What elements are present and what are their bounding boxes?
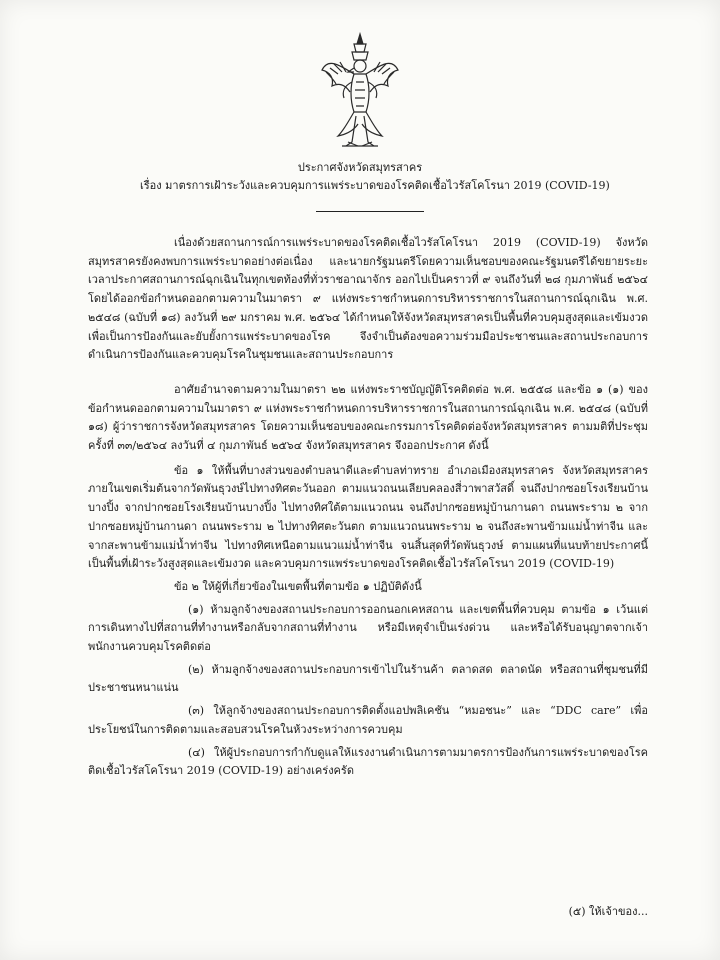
document-subject: เรื่อง มาตรการเฝ้าระวังและควบคุมการแพร่ระบาดของโรคติดเชื้อไวรัสโคโรนา 2019 (COVID-19) <box>140 179 610 192</box>
clause-2: ข้อ ๒ ให้ผู้ที่เกี่ยวข้องในเขตพื้นที่ตามข้อ ๑ ปฏิบัติดังนี้ <box>174 579 422 593</box>
clause-2-item-3: (๓) ให้ลูกจ้างของสถานประกอบการติดตั้งแอปพลิเคชัน “หมอชนะ” และ “DDC care” เพื่อประโยชน์ในการติดตามและสอบสวนโรคในห้วงระหว่างการควบคุม <box>88 704 648 736</box>
garuda-emblem-icon <box>318 30 402 152</box>
document-body <box>88 234 648 785</box>
document-title: ประกาศจังหวัดสมุทรสาคร <box>297 161 423 174</box>
title-underline <box>316 211 424 212</box>
clause-1: ข้อ ๑ ให้พื้นที่บางส่วนของตำบลนาดีและตำบลท่าทราย อำเภอเมืองสมุทรสาคร จังหวัดสมุทรสาคร ภายในเขตเริ่มต้นจากวัดพันธุวงษ์ไปทางทิศตะวันออก ตามแนวถนนเลียบคลองสี่วาพาสวัสดิ์ จนถึงปากซอยโรงเรียนบ้านบางปิ้ง จากปากซอยโรงเรียนบ้านบางปิ้ง ไปทางทิศใต้ตามแนวถนน จนถึงปากซอยหมู่บ้านกานดา ถนนพระราม ๒ จากปากซอยหมู่บ้านกานดา ถนนพระราม ๒ ไปทางทิศตะวันตก ตามแนวถนนพระราม ๒ จนถึงสะพานข้ามแม่น้ำท่าจีน และจากสะพานข้ามแม่น้ำท่าจีน ไปทางทิศเหนือตามแนวแม่น้ำท่าจีน จนสิ้นสุดที่วัดพันธุวงษ์ ตามแผนที่แนบท้ายประกาศนี้ เป็นพื้นที่เฝ้าระวังสูงสุดและเข้มงวด และควบคุมการแพร่ระบาดของโรคติดเชื้อไวรัสโคโรนา 2019 (COVID-19) <box>88 463 648 571</box>
paragraph-authority: อาศัยอำนาจตามความในมาตรา ๒๒ แห่งพระราชบัญญัติโรคติดต่อ พ.ศ. ๒๕๕๘ และข้อ ๑ (๑) ของข้อกำหนดออกตามความในมาตรา ๙ แห่งพระราชกำหนดการบริหารราชการในสถานการณ์ฉุกเฉิน พ.ศ. ๒๕๔๘ (ฉบับที่ ๑๘) ผู้ว่าราชการจังหวัดสมุทรสาคร โดยความเห็นชอบของคณะกรรมการโรคติดต่อจังหวัดสมุทรสาคร ตามมติที่ประชุม ครั้งที่ ๓๓/๒๕๖๔ ลงวันที่ ๔ กุมภาพันธ์ ๒๕๖๔ จังหวัดสมุทรสาคร จึงออกประกาศ ดังนี้ <box>88 382 648 453</box>
page-continuation: (๕) ให้เจ้าของ... <box>568 905 648 918</box>
clause-2-item-2: (๒) ห้ามลูกจ้างของสถานประกอบการเข้าไปในร้านค้า ตลาดสด ตลาดนัด หรือสถานที่ชุมชนที่มีประชาชนหนาแน่น <box>88 662 648 695</box>
clause-2-item-4: (๔) ให้ผู้ประกอบการกำกับดูแลให้แรงงานดำเนินการตามมาตรการป้องกันการแพร่ระบาดของโรคติดเชื้อไวรัสโคโรนา 2019 (COVID-19) อย่างเคร่งครัด <box>88 745 648 778</box>
paragraph-background: เนื่องด้วยสถานการณ์การแพร่ระบาดของโรคติดเชื้อไวรัสโคโรนา 2019 (COVID-19) จังหวัดสมุทรสาครยังคงพบการแพร่ระบาดอย่างต่อเนื่อง และนายกรัฐมนตรีโดยความเห็นชอบของคณะรัฐมนตรีได้ขยายระยะเวลาประกาศสถานการณ์ฉุกเฉินในทุกเขตท้องที่ทั่วราชอาณาจักร ออกไปเป็นคราวที่ ๙ จนถึงวันที่ ๒๘ กุมภาพันธ์ ๒๕๖๔ โดยได้ออกข้อกำหนดออกตามความในมาตรา ๙ แห่งพระราชกำหนดการบริหารราชการในสถานการณ์ฉุกเฉิน พ.ศ. ๒๕๔๘ (ฉบับที่ ๑๘) ลงวันที่ ๒๙ มกราคม พ.ศ. ๒๕๖๔ ได้กำหนดให้จังหวัดสมุทรสาครเป็นพื้นที่ควบคุมสูงสุดและเข้มงวด เพื่อเป็นการป้องกันและยับยั้งการแพร่ระบาดของโรค จึงจำเป็นต้องขอความร่วมมือประชาชนและสถานประกอบการ ดำเนินการป้องกันและควบคุมโรคในชุมชนและสถานประกอบการ <box>88 236 648 362</box>
clause-2-item-1: (๑) ห้ามลูกจ้างของสถานประกอบการออกนอกเคหสถาน และเขตพื้นที่ควบคุม ตามข้อ ๑ เว้นแต่การเดินทางไปที่สถานที่ทำงานหรือกลับจากสถานที่ทำงาน หรือมีเหตุจำเป็นเร่งด่วน และหรือได้รับอนุญาตจากเจ้าพนักงานควบคุมโรคติดต่อ <box>88 602 648 654</box>
